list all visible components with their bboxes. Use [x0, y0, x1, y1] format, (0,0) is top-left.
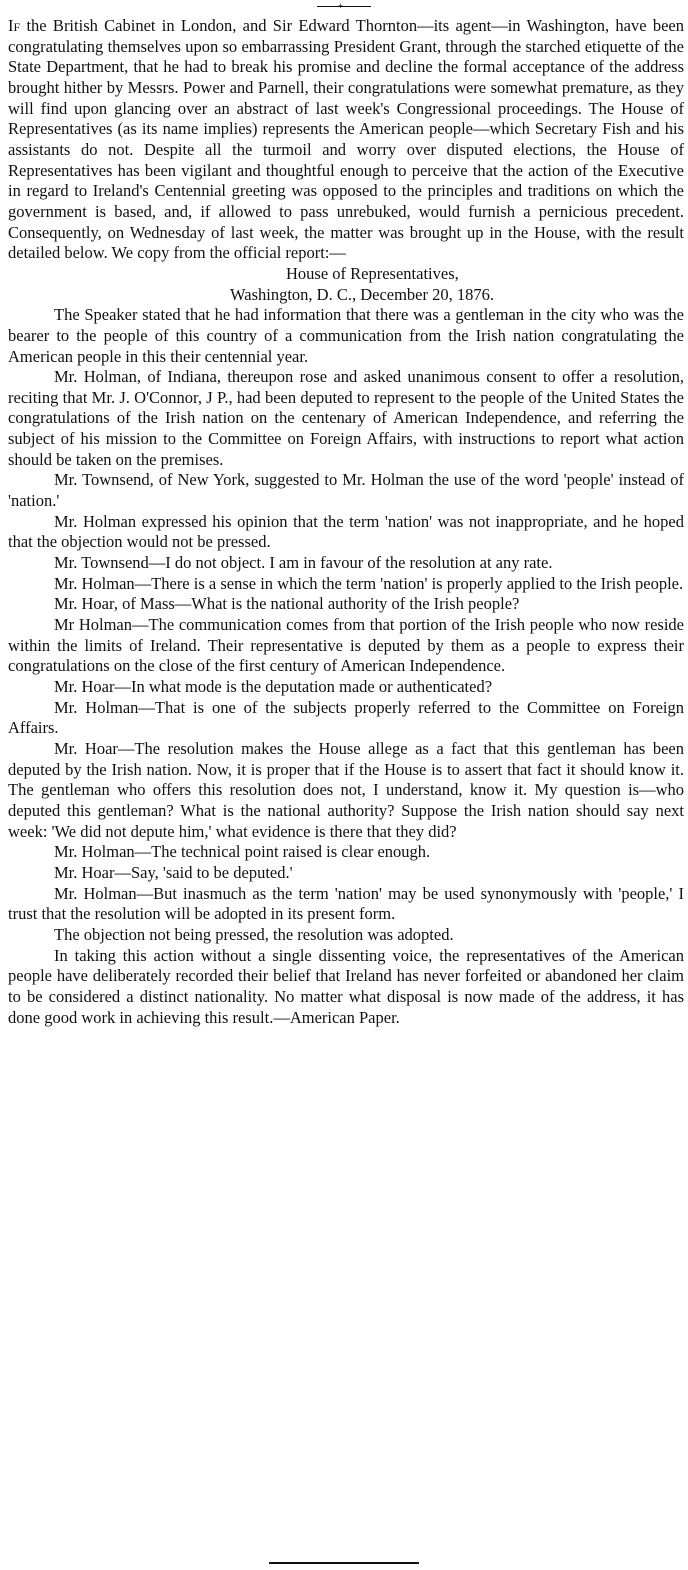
paragraph-hoar-allegation: Mr. Hoar—The resolution makes the House allege as a fact that this gentleman has been deputed by the Irish nation. Now, it is proper that if the House is to assert that fact it should know it. The gentleman who offers this resolution does not, I understand, know it. My question is—who deputed this gentleman? What is the national authority? Suppose the Irish nation should say next week: 'We did not depute him,' what evidence is there that they did?	[8, 738, 684, 841]
bottom-rule	[269, 1562, 419, 1564]
paragraph-holman-communication: Mr Holman—The communication comes from that portion of the Irish people who now reside within the limits of Ireland. Their representative is deputed by them as a people to express their congratulations on the close of the first century of American Independence.	[8, 615, 684, 676]
paragraph-speaker: The Speaker stated that he had information that there was a gentleman in the city who was the bearer to the people of this country of a communication from the Irish nation congratulating the American people in this their centennial year.	[8, 305, 684, 366]
report-heading-house: House of Representatives,	[286, 263, 459, 283]
paragraph-conclusion: In taking this action without a single dissenting voice, the representatives of the American people have deliberately recorded their belief that Ireland has never forfeited or abandoned her claim to be considered a distinct nationality. No matter what disposal is now made of the address, it has done good work in achieving this result.—American Paper.	[8, 945, 684, 1027]
paragraph-hoar-mode: Mr. Hoar—In what mode is the deputation made or authenticated?	[54, 677, 493, 696]
paragraph-townsend-reply: Mr. Townsend—I do not object. I am in favour of the resolution at any rate.	[54, 553, 553, 573]
paragraph-holman-opinion: Mr. Holman expressed his opinion that the term 'nation' was not inappropriate, and he hoped that the objection would not be pressed.	[8, 511, 684, 552]
intro-lead-word: If	[8, 16, 21, 35]
top-ornamental-rule	[317, 1, 371, 11]
paragraph-townsend-suggestion: Mr. Townsend, of New York, suggested to Mr. Holman the use of the word 'people' instead of 'nation.'	[8, 470, 684, 511]
report-heading-dateline: Washington, D. C., December 20, 1876.	[230, 284, 494, 304]
paragraph-adopted: The objection not being pressed, the resolution was adopted.	[54, 924, 454, 944]
rule-ornament: +	[338, 1, 344, 11]
paragraph-holman-committee: Mr. Holman—That is one of the subjects properly referred to the Committee on Foreign Affairs.	[8, 697, 684, 738]
report-heading	[8, 264, 684, 305]
paragraph-holman-sense: Mr. Holman—There is a sense in which the term 'nation' is properly applied to the Irish people.	[54, 573, 684, 593]
intro-text: the British Cabinet in London, and Sir Edward Thornton—its agent—in Washington, have been congratulating themselves upon so embarrassing President Grant, through the starched etiquette of the State Department, that he had to break his promise and decline the formal acceptance of the address brought hither by Messrs. Power and Parnell, their congratulations were somewhat premature, as they will find upon glancing over an abstract of last week's Congressional proceedings. The House of Representatives (as its name implies) represents the American people—which Secretary Fish and his assistants do not. Despite all the turmoil and worry over disputed elections, the House of Representatives has been vigilant and thoughtful enough to perceive that the action of the Executive in regard to Ireland's Centennial greeting was opposed to the principles and traditions on which the government is based, and, if allowed to pass unrebuked, would furnish a pernicious precedent. Consequently, on Wednesday of last week, the matter was brought up in the House, with the result detailed below. We copy from the official report:—	[8, 16, 684, 263]
paragraph-hoar-said: Mr. Hoar—Say, 'said to be deputed.'	[54, 862, 293, 882]
intro-paragraph	[8, 16, 684, 264]
article-body	[8, 16, 684, 1028]
paragraph-holman-resolution: Mr. Holman, of Indiana, thereupon rose and asked unanimous consent to offer a resolution, reciting that Mr. J. O'Connor, J P., had been deputed to represent to the people of the United States the congratulations of the Irish nation on the centenary of American Independence, and referring the subject of his mission to the Committee on Foreign Affairs, with instructions to report what action should be taken on the premises.	[8, 367, 684, 469]
paragraph-hoar-question: Mr. Hoar, of Mass—What is the national authority of the Irish people?	[54, 594, 520, 614]
paragraph-holman-technical: Mr. Holman—The technical point raised is clear enough.	[54, 842, 431, 862]
paragraph-holman-trust: Mr. Holman—But inasmuch as the term 'nation' may be used synonymously with 'people,' I trust that the resolution will be adopted in its present form.	[8, 883, 684, 924]
